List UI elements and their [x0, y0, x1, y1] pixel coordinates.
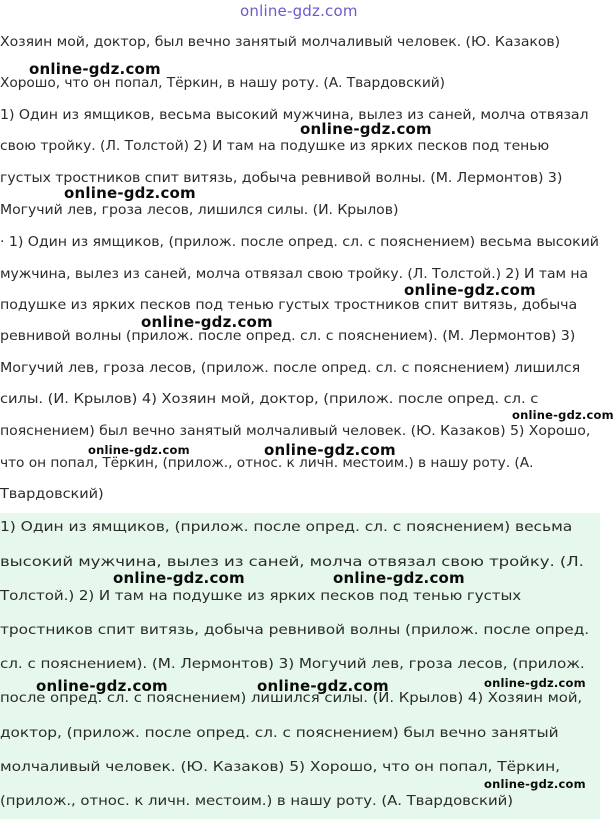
- watermark: online-gdz.com: [88, 443, 190, 457]
- highlighted-answer-line: после опред. сл. с пояснением) лишился силы. (И. Крылов) 4) Хозяин мой,: [0, 691, 583, 706]
- watermark: online-gdz.com: [484, 777, 586, 791]
- sentence-line: Хорошо, что он попал, Тёркин, в нашу роту. (А. Твардовский): [0, 76, 445, 91]
- answer-line: Могучий лев, гроза лесов, (прилож. после опред. сл. с пояснением) лишился: [0, 361, 581, 376]
- answer-line: ревнивой волны (прилож. после опред. сл. с пояснением). (М. Лермонтов) 3): [0, 329, 576, 344]
- watermark: online-gdz.com: [257, 677, 389, 695]
- answer-line: пояснением) был вечно занятый молчаливый человек. (Ю. Казаков) 5) Хорошо,: [0, 424, 591, 439]
- task-line: свою тройку. (Л. Толстой) 2) И там на подушке из ярких песков под тенью: [0, 139, 550, 154]
- highlighted-answer-line: сл. с пояснением). (М. Лермонтов) 3) Могучий лев, гроза лесов, (прилож.: [0, 657, 585, 672]
- watermark: online-gdz.com: [512, 408, 614, 422]
- task-line: Могучий лев, гроза лесов, лишился силы. (И. Крылов): [0, 203, 399, 218]
- highlighted-answer-line: (прилож., относ. к личн. местоим.) в нашу роту. (А. Твардовский): [0, 794, 513, 809]
- answer-line: что он попал, Тёркин, (прилож., относ. к личн. местоим.) в нашу роту. (А.: [0, 456, 534, 471]
- watermark-top: online-gdz.com: [240, 2, 358, 20]
- highlighted-answer-line: молчаливый человек. (Ю. Казаков) 5) Хорошо, что он попал, Тёркин,: [0, 760, 561, 775]
- watermark: online-gdz.com: [29, 60, 161, 78]
- answer-line: Твардовский): [0, 487, 104, 502]
- watermark: online-gdz.com: [113, 569, 245, 587]
- answer-line: силы. (И. Крылов) 4) Хозяин мой, доктор, (прилож. после опред. сл. с: [0, 392, 539, 407]
- highlighted-answer-line: Толстой.) 2) И там на подушке из ярких песков под тенью густых: [0, 589, 522, 604]
- watermark: online-gdz.com: [36, 677, 168, 695]
- answer-line: подушке из ярких песков под тенью густых тростников спит витязь, добыча: [0, 298, 578, 313]
- task-line: густых тростников спит витязь, добыча ревнивой волны. (М. Лермонтов) 3): [0, 171, 563, 186]
- watermark: online-gdz.com: [64, 184, 196, 202]
- highlighted-answer-line: высокий мужчина, вылез из саней, молча отвязал свою тройку. (Л.: [0, 555, 584, 570]
- highlighted-answer-line: 1) Один из ямщиков, (прилож. после опред. сл. с пояснением) весьма: [0, 520, 573, 535]
- task-line: 1) Один из ямщиков, весьма высокий мужчина, вылез из саней, молча отвязал: [0, 108, 589, 123]
- sentence-line: Хозяин мой, доктор, был вечно занятый молчаливый человек. (Ю. Казаков): [0, 35, 561, 50]
- watermark: online-gdz.com: [333, 569, 465, 587]
- highlighted-answer-line: доктор, (прилож. после опред. сл. с пояснением) был вечно занятый: [0, 726, 559, 741]
- watermark: online-gdz.com: [300, 120, 432, 138]
- answer-line: мужчина, вылез из саней, молча отвязал свою тройку. (Л. Толстой.) 2) И там на: [0, 267, 588, 282]
- watermark: online-gdz.com: [264, 441, 396, 459]
- watermark: online-gdz.com: [141, 313, 273, 331]
- highlighted-answer-line: тростников спит витязь, добыча ревнивой волны (прилож. после опред.: [0, 623, 590, 638]
- watermark: online-gdz.com: [484, 676, 586, 690]
- watermark: online-gdz.com: [404, 281, 536, 299]
- answer-line: · 1) Один из ямщиков, (прилож. после опред. сл. с пояснением) весьма высокий: [0, 235, 599, 250]
